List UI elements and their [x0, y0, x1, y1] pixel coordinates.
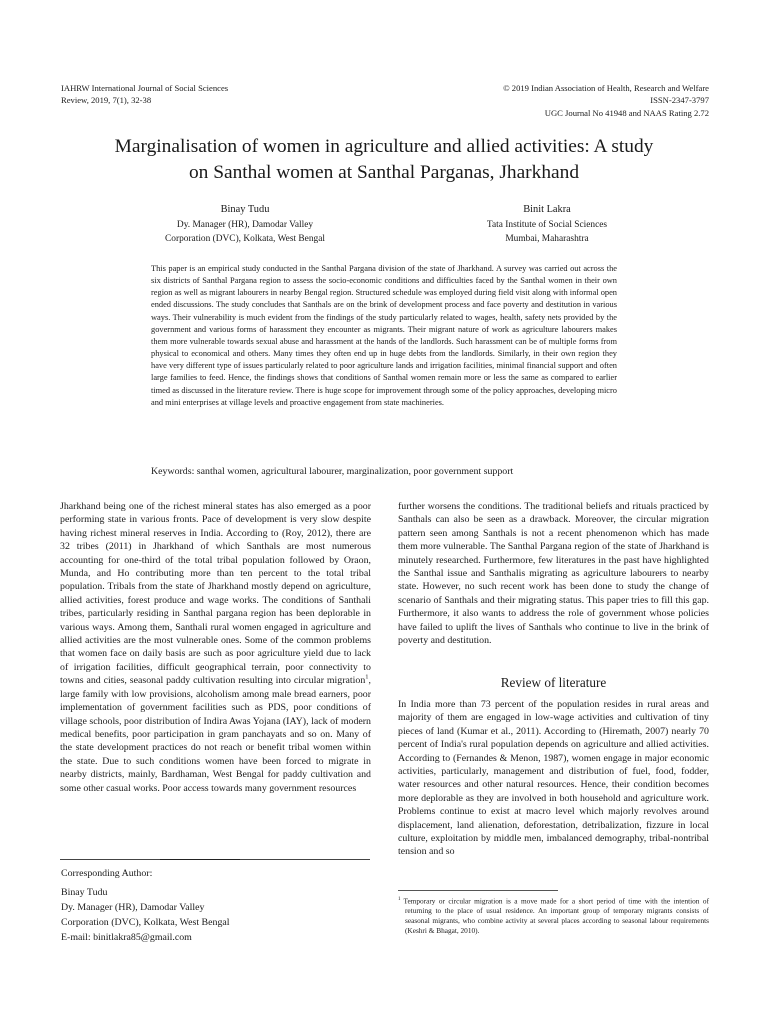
corresponding-affiliation: Dy. Manager (HR), Damodar Valley — [61, 902, 205, 913]
author-affiliation: Tata Institute of Social Sciences — [486, 220, 608, 230]
title-line-2: on Santhal women at Santhal Parganas, Jharkhand — [188, 161, 580, 183]
title-line-1: Marginalisation of women in agriculture and allied activities: A study — [114, 136, 654, 157]
footnote-reference: 1 — [365, 673, 369, 681]
journal-name: IAHRW International Journal of Social Sciences — [61, 83, 229, 93]
section-heading: Review of literature — [500, 675, 607, 690]
ugc-line: UGC Journal No 41948 and NAAS Rating 2.72 — [544, 107, 709, 118]
corresponding-affiliation: Corporation (DVC), Kolkata, West Bengal — [61, 917, 230, 928]
author-block-1 — [130, 202, 360, 246]
author-affiliation: Corporation (DVC), Kolkata, West Bengal — [165, 234, 325, 244]
author-affiliation: Dy. Manager (HR), Damodar Valley — [176, 220, 314, 230]
author-name: Binit Lakra — [523, 204, 571, 215]
abstract: This paper is an empirical study conducted in the Santhal Pargana division of the state of Jharkhand. A survey was carried out across the six districts of Santhal Pargana region to assess the socio-economic conditions and difficulties faced by the Santhal women in their own region as well as migrant labourers in nearby Bengal region. Structured schedule was employed during field visit along with informal open ended discussions. The study concludes that Santhals are on the brink of development process and face poverty and destitution in various ways. Their vulnerability is much evident from the findings of the study particularly related to wages, health, safety nets provided by the government and various forms of harassment they encounter as migrants. Their migrant nature of work as agriculture labourers makes them more vulnerable towards sexual abuse and harassment at the hands of the landlords. Such harassment can be of multiple forms from physical to economical and others. Many times they often end up in huge debts from the landlords. Similarly, in their own region they have very different type of issues particularly related to poor agriculture lands and irrigation facilities, minimal financial support and often large families to feed. Hence, the findings shows that conditions of Santhal women remain more or less the same as compared to earlier timed as discussed in the literature review. There is huge scope for improvement through some of the policy approaches, developing micro and mini enterprises at village levels and proactive engagement from state machineries. — [151, 264, 617, 407]
body-paragraph: further worsens the conditions. The traditional beliefs and rituals practiced by Santhals can also be seen as a drawback. Moreover, the circular migration pattern seen among Santhals is not a recent phenomenon which has made them more vulnerable. The Santhal Pargana region of the state of Jharkhand is minutely researched. Furthermore, few literatures in the past have highlighted the Santhal issue and Santhalis migrating as agriculture labourers to nearby state. However, no such recent work has been done to study the change of scenario of Santhals and their migrating status. This paper tries to fill this gap. Furthermore, it also wants to address the role of government whose policies have failed to uplift the lives of Santhals who continue to live in the brink of poverty and destitution. — [398, 501, 709, 647]
corresponding-name: Binay Tudu — [61, 887, 108, 898]
footnote-text: Temporary or circular migration is a move made for a short period of time with the intention of returning to the place of usual residence. An important group of temporary migrants consists of seasonal migrants, who combine activity at several places according to seasonal labour requirements (Keshri & Bhagat, 2010). — [403, 896, 709, 935]
corresponding-email: E-mail: binitlakra85@gmail.com — [61, 932, 192, 943]
footnote — [398, 895, 709, 936]
author-name: Binay Tudu — [220, 204, 270, 215]
body-column-right-continued — [398, 698, 709, 859]
author-affiliation: Mumbai, Maharashtra — [505, 234, 589, 244]
body-paragraph: In India more than 73 percent of the population resides in rural areas and majority of them are engaged in low-wage activities and cultivation of tiny pieces of land (Kumar et al., 2011). According to (Hiremath, 2007) nearly 70 percent of India's rural population depends on agriculture and allied activities. According to (Fernandes & Menon, 1987), women engage in major economic activities, particularly, management and distribution of fuel, food, fodder, water resources and other natural resources. Hence, their condition becomes more deplorable as they are involved in both household and agriculture work. Problems continue to exist at macro level which majorly revolves around displacement, land alienation, deforestation, detribalization, fizzure in local culture, exploitation by middle men, imbalanced demography, tribal-nontribal tension and so — [398, 699, 709, 858]
corresponding-author — [61, 866, 230, 945]
body-column-left — [60, 500, 371, 795]
footnote-number: 1 — [398, 897, 401, 902]
footnote-divider — [398, 890, 558, 891]
copyright-line: © 2019 Indian Association of Health, Research and Welfare — [503, 83, 709, 93]
body-text: Jharkhand being one of the richest mineral states has also emerged as a poor performing state in various fronts. Pace of development is very slow despite having richest mineral reserves in India. According to (Roy, 2012), there are 32 tribes (2011) in Jharkhand of which Santhals are most numerous accounting for one-third of the total tribal population followed by Oraon, Munda, and Ho contributing more than ten percent to the total tribal population. Tribals from the state of Jharkhand mostly depend on agriculture, allied activities, forest produce and wage works. The conditions of Santhali tribes, particularly residing in Santhal pargana region has been deplorable in various ways. Among them, Santhali rural women engaged in agriculture and allied activities are the most vulnerable ones. Some of the common problems that women face on daily basis are such as poor agriculture yield due to lack of irrigation facilities, difficult geographical terrain, poor connectivity to towns and cities, seasonal paddy cultivation resulting into circular migration — [60, 501, 371, 687]
keywords: Keywords: santhal women, agricultural labourer, marginalization, poor government support — [151, 466, 514, 477]
body-text: , large family with low provisions, alcoholism among male bread earners, poor implementation of government facilities such as PDS, poor conditions of village schools, poor distribution of Indira Awas Yojana (IAY), lack of modern medical benefits, poor participation in gram panchayats and so on. Many of the state development practices do not reach or benefit tribal women within the state. Due to such conditions women have been forced to migrate in nearby districts, mainly, Bardhaman, West Bengal for paddy cultivation and some other casual works. Poor access towards many government resources — [60, 675, 371, 794]
corresponding-label: Corresponding Author: — [61, 868, 153, 879]
journal-volume: Review, 2019, 7(1), 32-38 — [61, 95, 152, 106]
journal-header-right — [503, 82, 709, 119]
paper-title — [60, 134, 708, 185]
divider-accent — [160, 859, 240, 860]
journal-header-left — [61, 82, 228, 107]
author-block-2 — [432, 202, 662, 246]
issn-line: ISSN-2347-3797 — [650, 95, 709, 106]
body-column-right — [398, 500, 709, 647]
